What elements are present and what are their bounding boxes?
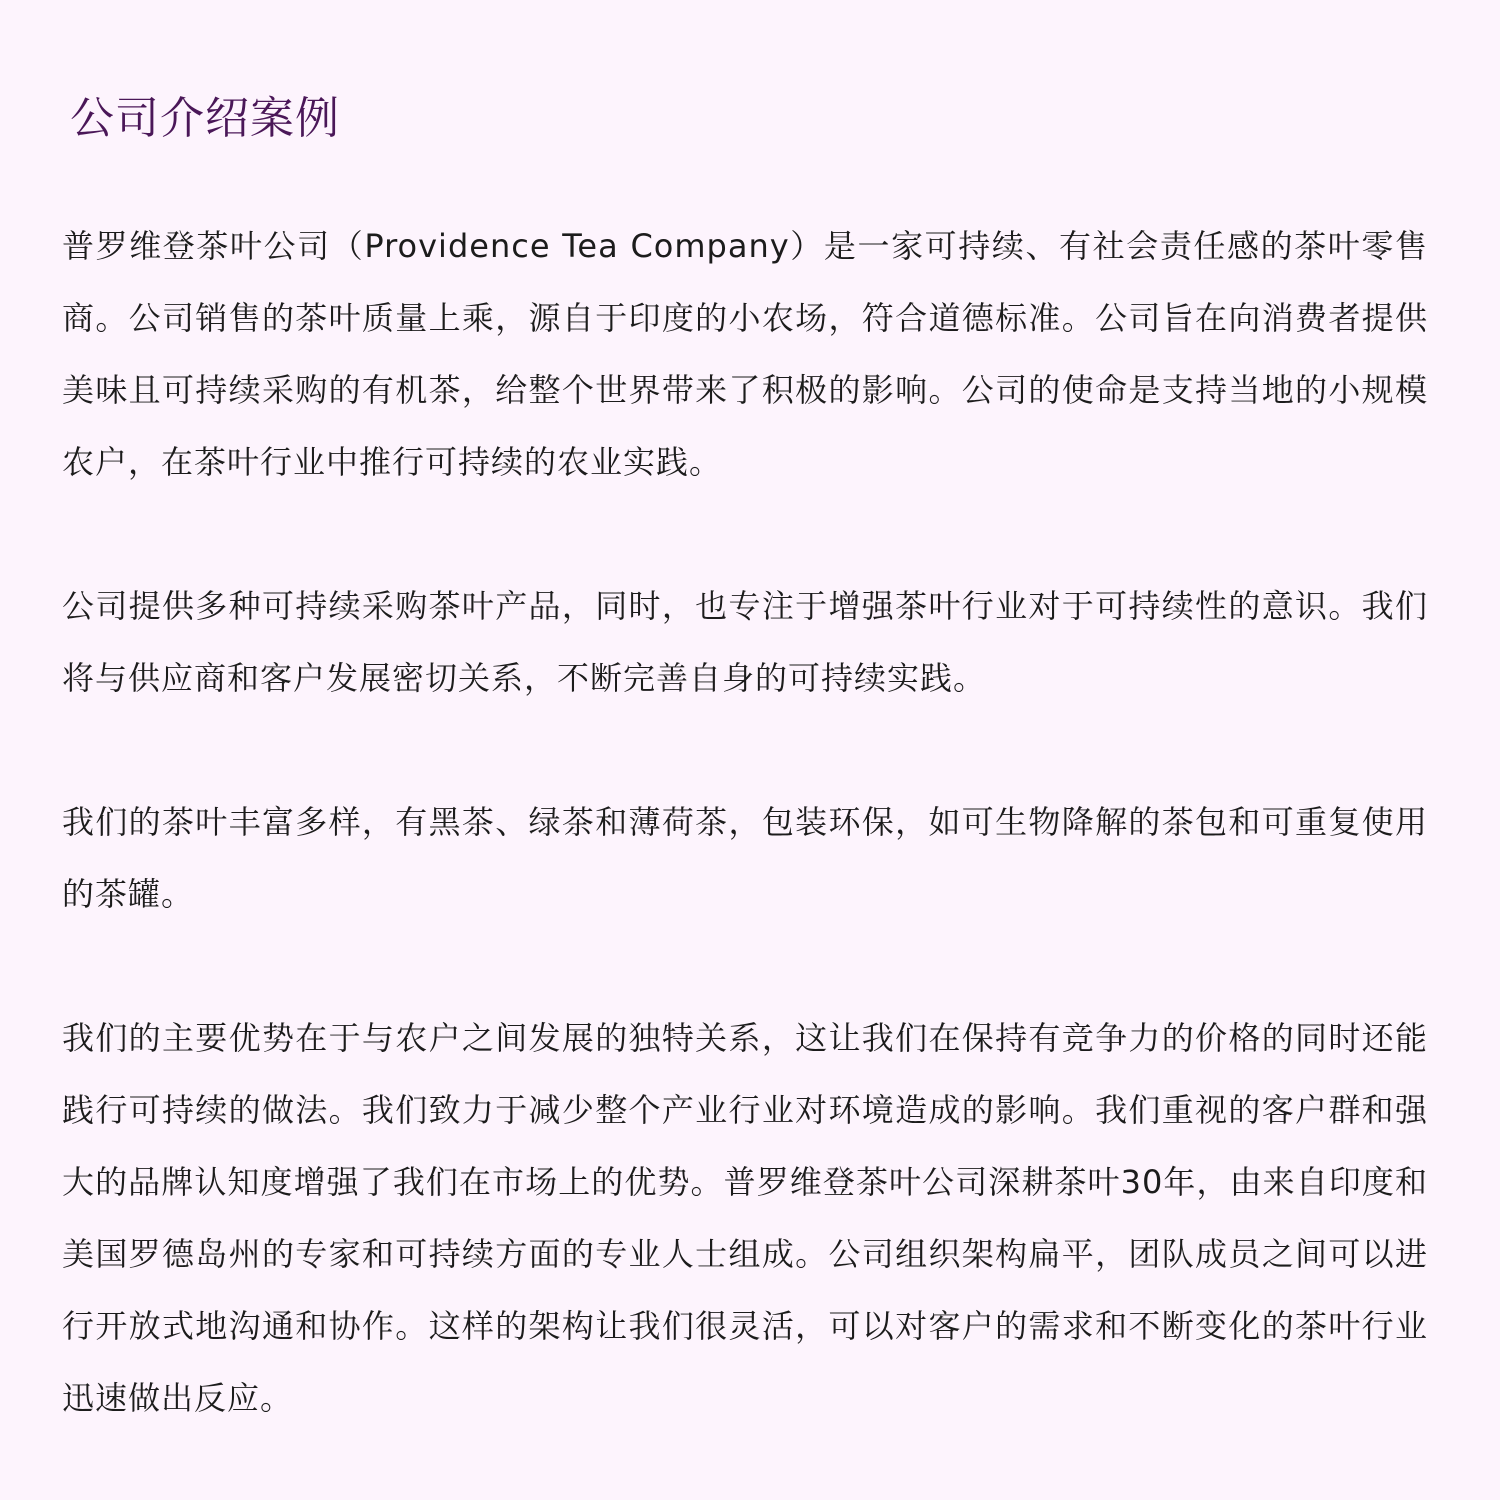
paragraph-intro: 普罗维登茶叶公司（Providence Tea Company）是一家可持续、有社会责任感的茶叶零售商。公司销售的茶叶质量上乘，源自于印度的小农场，符合道德标准。公司旨在向消费者提供美味且可持续采购的有机茶，给整个世界带来了积极的影响。公司的使命是支持当地的小规模农户，在茶叶行业中推行可持续的农业实践。 [62,227,1428,481]
paragraph-products: 公司提供多种可持续采购茶叶产品，同时，也专注于增强茶叶行业对于可持续性的意识。我们将与供应商和客户发展密切关系，不断完善自身的可持续实践。 [62,587,1428,697]
paragraph-advantages: 我们的主要优势在于与农户之间发展的独特关系，这让我们在保持有竞争力的价格的同时还能践行可持续的做法。我们致力于减少整个产业行业对环境造成的影响。我们重视的客户群和强大的品牌认知度增强了我们在市场上的优势。普罗维登茶叶公司深耕茶叶30年，由来自印度和美国罗德岛州的专家和可持续方面的专业人士组成。公司组织架构扁平，团队成员之间可以进行开放式地沟通和协作。这样的架构让我们很灵活，可以对客户的需求和不断变化的茶叶行业迅速做出反应。 [62,1019,1428,1417]
paragraph-variety: 我们的茶叶丰富多样，有黑茶、绿茶和薄荷茶，包装环保，如可生物降解的茶包和可重复使用的茶罐。 [62,803,1428,913]
page-title: 公司介绍案例 [70,93,340,144]
document-body [62,210,1428,1434]
